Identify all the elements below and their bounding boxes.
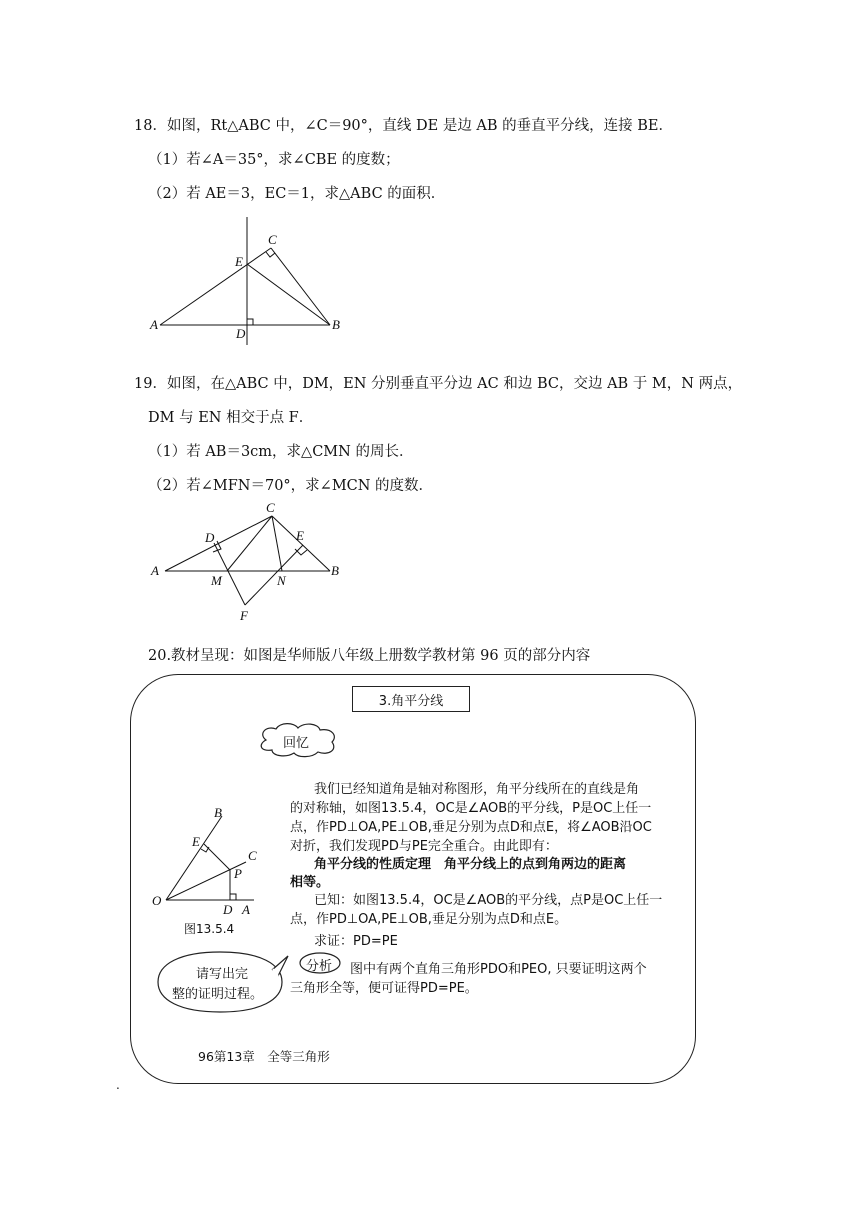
fig-label-O: O: [152, 893, 162, 908]
para1-line2: 的对称轴，如图13.5.4，OC是∠AOB的平分线，P是OC上任一: [290, 801, 652, 816]
theorem-line2: 相等。: [290, 875, 330, 890]
angle-bisector-figure: [146, 808, 276, 918]
figure-caption: 图13.5.4: [184, 922, 235, 936]
q19-label-B: B: [331, 563, 339, 578]
q18-stem: 18．如图，Rt△ABC 中，∠C＝90°，直线 DE 是边 AB 的垂直平分线，连接 BE．: [134, 118, 674, 134]
fig-label-D: D: [223, 902, 233, 917]
q18-figure: [140, 212, 360, 347]
q18-label-A: A: [150, 317, 158, 332]
recall-label: 回忆: [283, 736, 310, 751]
fig-label-C: C: [248, 848, 257, 863]
q19-label-C: C: [266, 500, 275, 515]
analysis-line2: 三角形全等，便可证得PD=PE。: [290, 981, 478, 996]
bubble-line1: 请写出完: [196, 967, 249, 982]
q18-part2: （2）若 AE＝3，EC＝1，求△ABC 的面积．: [148, 186, 446, 202]
q18-label-C: C: [268, 232, 277, 247]
q19-label-M: M: [211, 573, 222, 588]
q19-label-F: F: [240, 608, 248, 623]
q19-stem-line2: DM 与 EN 相交于点 F．: [148, 410, 314, 426]
q19-part2: （2）若∠MFN＝70°，求∠MCN 的度数．: [148, 478, 434, 494]
prove-statement: 求证：PD=PE: [314, 934, 398, 949]
q19-stem-line1: 19．如图，在△ABC 中，DM，EN 分别垂直平分边 AC 和边 BC，交边 AB 于 M，N 两点，: [134, 376, 743, 392]
fig-label-B: B: [214, 808, 222, 820]
theorem-line1: 角平分线的性质定理 角平分线上的点到角两边的距离: [314, 857, 627, 872]
known-line2: 点，作PD⊥OA,PE⊥OB,垂足分别为点D和点E。: [290, 912, 568, 927]
q19-part1: （1）若 AB＝3cm，求△CMN 的周长．: [148, 444, 414, 460]
para1-line4: 对折，我们发现PD与PE完全重合。由此即有：: [290, 839, 558, 854]
known-line1: 已知：如图13.5.4，OC是∠AOB的平分线，点P是OC上任一: [314, 893, 663, 908]
q18-part1: （1）若∠A＝35°，求∠CBE 的度数；: [148, 152, 400, 168]
trailing-dot: .: [116, 1078, 120, 1092]
section-title: 3.角平分线: [352, 686, 470, 712]
para1-line3: 点，作PD⊥OA,PE⊥OB,垂足分别为点D和点E，将∠AOB沿OC: [290, 820, 652, 835]
fig-label-P: P: [234, 866, 242, 881]
analysis-tag: 分析: [306, 959, 333, 974]
fig-label-A: A: [242, 902, 250, 917]
fig-label-E: E: [192, 834, 200, 849]
q18-label-E: E: [235, 254, 243, 269]
para1-line1: 我们已经知道角是轴对称图形，角平分线所在的直线是角: [314, 782, 640, 797]
q18-label-D: D: [236, 326, 246, 341]
page-footer: 96第13章 全等三角形: [198, 1049, 330, 1064]
q19-label-E: E: [296, 528, 304, 543]
q18-label-B: B: [332, 317, 340, 332]
q20-stem: 20.教材呈现：如图是华师版八年级上册数学教材第 96 页的部分内容: [148, 648, 591, 664]
analysis-line1: 图中有两个直角三角形PDO和PEO, 只要证明这两个: [350, 962, 647, 977]
q19-label-N: N: [277, 573, 286, 588]
q19-figure: [145, 500, 355, 625]
bubble-line2: 整的证明过程。: [172, 987, 264, 1002]
q19-label-A: A: [151, 563, 159, 578]
q19-label-D: D: [205, 530, 215, 545]
